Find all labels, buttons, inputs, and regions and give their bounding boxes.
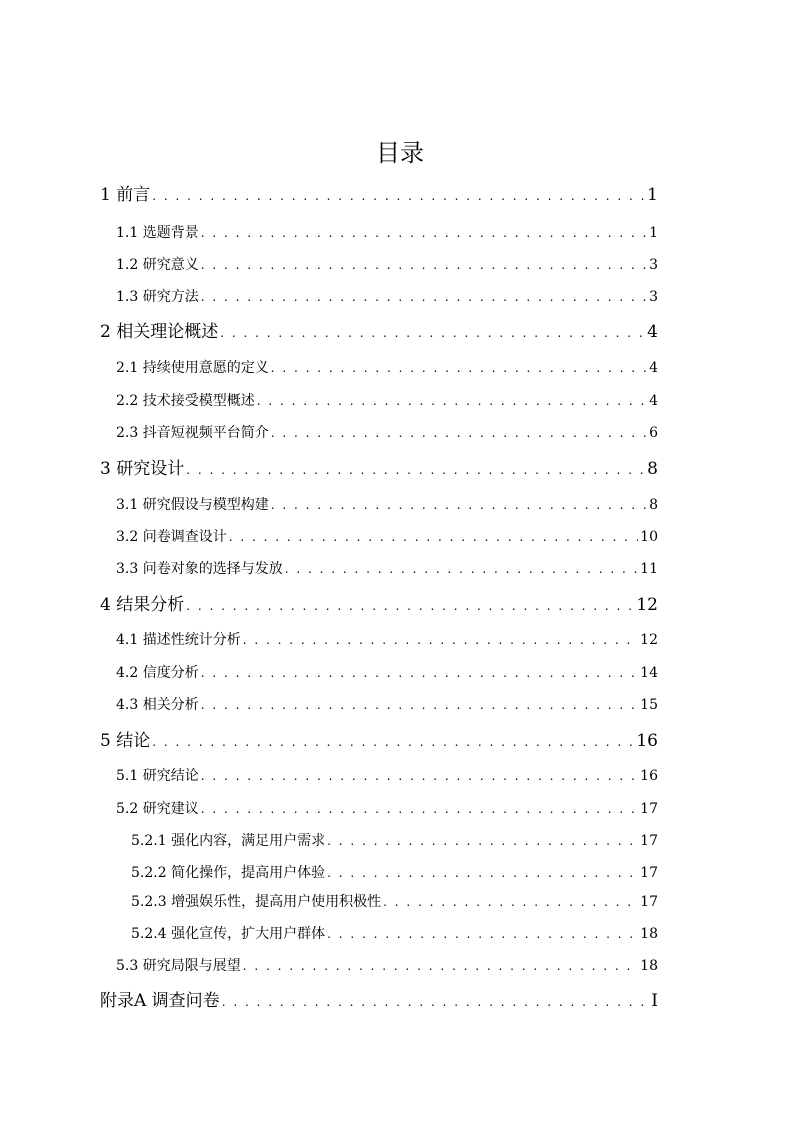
toc-entry-5-2-2[interactable]: [131, 861, 658, 885]
dot-leader: [271, 493, 647, 517]
dot-leader: [201, 693, 638, 717]
toc-entry-page: 1: [649, 225, 658, 241]
toc-entry-label: 3.3 问卷对象的选择与发放: [116, 561, 283, 577]
toc-entry-page: 6: [649, 425, 658, 441]
toc-entry-label: 2.2 技术接受模型概述: [116, 393, 255, 409]
toc-entry-page: 8: [649, 497, 658, 513]
toc-entry-2-1[interactable]: [116, 356, 658, 380]
dot-leader: [201, 253, 647, 277]
toc-entry-label: 5.1 研究结论: [116, 768, 199, 784]
dot-leader: [201, 221, 647, 245]
toc-entry-label: 3 研究设计: [100, 459, 185, 479]
toc-entry-label: 2.1 持续使用意愿的定义: [116, 360, 269, 376]
toc-entry-5-2[interactable]: [116, 797, 658, 821]
toc-entry-page: 8: [647, 459, 658, 479]
toc-entry-5[interactable]: [100, 728, 658, 754]
toc-entry-page: 17: [640, 801, 658, 817]
toc-entry-label: 4 结果分析: [100, 595, 185, 615]
dot-leader: [327, 861, 638, 885]
dot-leader: [201, 661, 638, 685]
toc-entry-1-2[interactable]: [116, 253, 658, 277]
dot-leader: [220, 320, 645, 346]
toc-entry-label: 5.2 研究建议: [116, 801, 199, 817]
toc-entry-label: 1.3 研究方法: [116, 289, 199, 305]
toc-title: 目录: [376, 139, 424, 167]
toc-entry-label: 5.2.4 强化宣传，扩大用户群体: [131, 926, 326, 942]
dot-leader: [186, 593, 634, 619]
toc-entry-label: 2.3 抖音短视频平台简介: [116, 425, 269, 441]
dot-leader: [201, 764, 638, 788]
dot-leader: [327, 922, 638, 946]
toc-entry-page: 16: [636, 731, 658, 751]
toc-entry-label: 5.2.3 增强娱乐性，提高用户使用积极性: [131, 894, 382, 910]
dot-leader: [383, 890, 638, 914]
dot-leader: [152, 183, 645, 209]
toc-entry-page: 18: [640, 958, 658, 974]
toc-entry-label: 1 前言: [100, 185, 151, 205]
toc-entry-5-2-1[interactable]: [131, 829, 658, 853]
toc-entry-page: 12: [636, 595, 658, 615]
toc-entry-1[interactable]: [100, 182, 658, 208]
toc-entry-2-2[interactable]: [116, 389, 658, 413]
toc-entry-page: 3: [649, 289, 658, 305]
toc-entry-label: 1.1 选题背景: [116, 225, 199, 241]
dot-leader: [271, 421, 647, 445]
toc-entry-page: 11: [640, 561, 658, 577]
toc-entry-label: 4.2 信度分析: [116, 665, 199, 681]
toc-entry-4[interactable]: [100, 592, 658, 618]
toc-entry-page: 17: [640, 833, 658, 849]
toc-entry-page: 4: [649, 393, 658, 409]
toc-entry-page: 14: [640, 665, 658, 681]
toc-entry-page: 4: [649, 360, 658, 376]
dot-leader: [229, 525, 638, 549]
toc-entry-5-3[interactable]: [116, 954, 658, 978]
toc-entry-page: 10: [640, 529, 658, 545]
dot-leader: [327, 829, 638, 853]
dot-leader: [243, 628, 638, 652]
toc-entry-5-2-3[interactable]: [131, 890, 658, 914]
toc-entry-5-2-4[interactable]: [131, 922, 658, 946]
toc-entry-label: 1.2 研究意义: [116, 257, 199, 273]
toc-entry-label: 5 结论: [100, 731, 151, 751]
dot-leader: [222, 989, 650, 1015]
toc-entry-label: 4.3 相关分析: [116, 697, 199, 713]
toc-entry-2[interactable]: [100, 319, 658, 345]
toc-entry-page: 18: [640, 926, 658, 942]
toc-entry-3-2[interactable]: [116, 525, 658, 549]
toc-entry-page: I: [651, 991, 658, 1011]
toc-entry-page: 15: [640, 697, 658, 713]
toc-entry-1-1[interactable]: [116, 221, 658, 245]
dot-leader: [152, 729, 634, 755]
toc-entry-3-3[interactable]: [116, 557, 658, 581]
toc-entry-label: 4.1 描述性统计分析: [116, 632, 241, 648]
dot-leader: [201, 285, 647, 309]
toc-entry-page: 4: [647, 322, 658, 342]
dot-leader: [285, 557, 638, 581]
toc-entry-page: 1: [647, 185, 658, 205]
toc-entry-page: 17: [640, 865, 658, 881]
dot-leader: [243, 954, 638, 978]
toc-entry-5-1[interactable]: [116, 764, 658, 788]
toc-entry-2-3[interactable]: [116, 421, 658, 445]
toc-entry-label: 3.1 研究假设与模型构建: [116, 497, 269, 513]
toc-entry-4-1[interactable]: [116, 628, 658, 652]
dot-leader: [186, 457, 645, 483]
toc-entry-page: 16: [640, 768, 658, 784]
toc-entry-page: 3: [649, 257, 658, 273]
toc-entry-label: 5.2.1 强化内容，满足用户需求: [131, 833, 326, 849]
toc-entry-page: 17: [640, 894, 658, 910]
toc-entry-label: 5.2.2 简化操作，提高用户体验: [131, 865, 326, 881]
toc-entry-label: 3.2 问卷调查设计: [116, 529, 227, 545]
dot-leader: [271, 356, 647, 380]
toc-entry-label: 2 相关理论概述: [100, 322, 219, 342]
toc-entry-3[interactable]: [100, 456, 658, 482]
toc-entry-3-1[interactable]: [116, 493, 658, 517]
toc-entry-label: 5.3 研究局限与展望: [116, 958, 241, 974]
toc-entry-4-2[interactable]: [116, 661, 658, 685]
toc-entry-4-3[interactable]: [116, 693, 658, 717]
toc-entry-1-3[interactable]: [116, 285, 658, 309]
toc-entry-page: 12: [640, 632, 658, 648]
dot-leader: [201, 797, 638, 821]
toc-entry-appendix-a[interactable]: [100, 988, 658, 1014]
toc-entry-label: 附录A 调查问卷: [100, 991, 220, 1011]
dot-leader: [257, 389, 647, 413]
